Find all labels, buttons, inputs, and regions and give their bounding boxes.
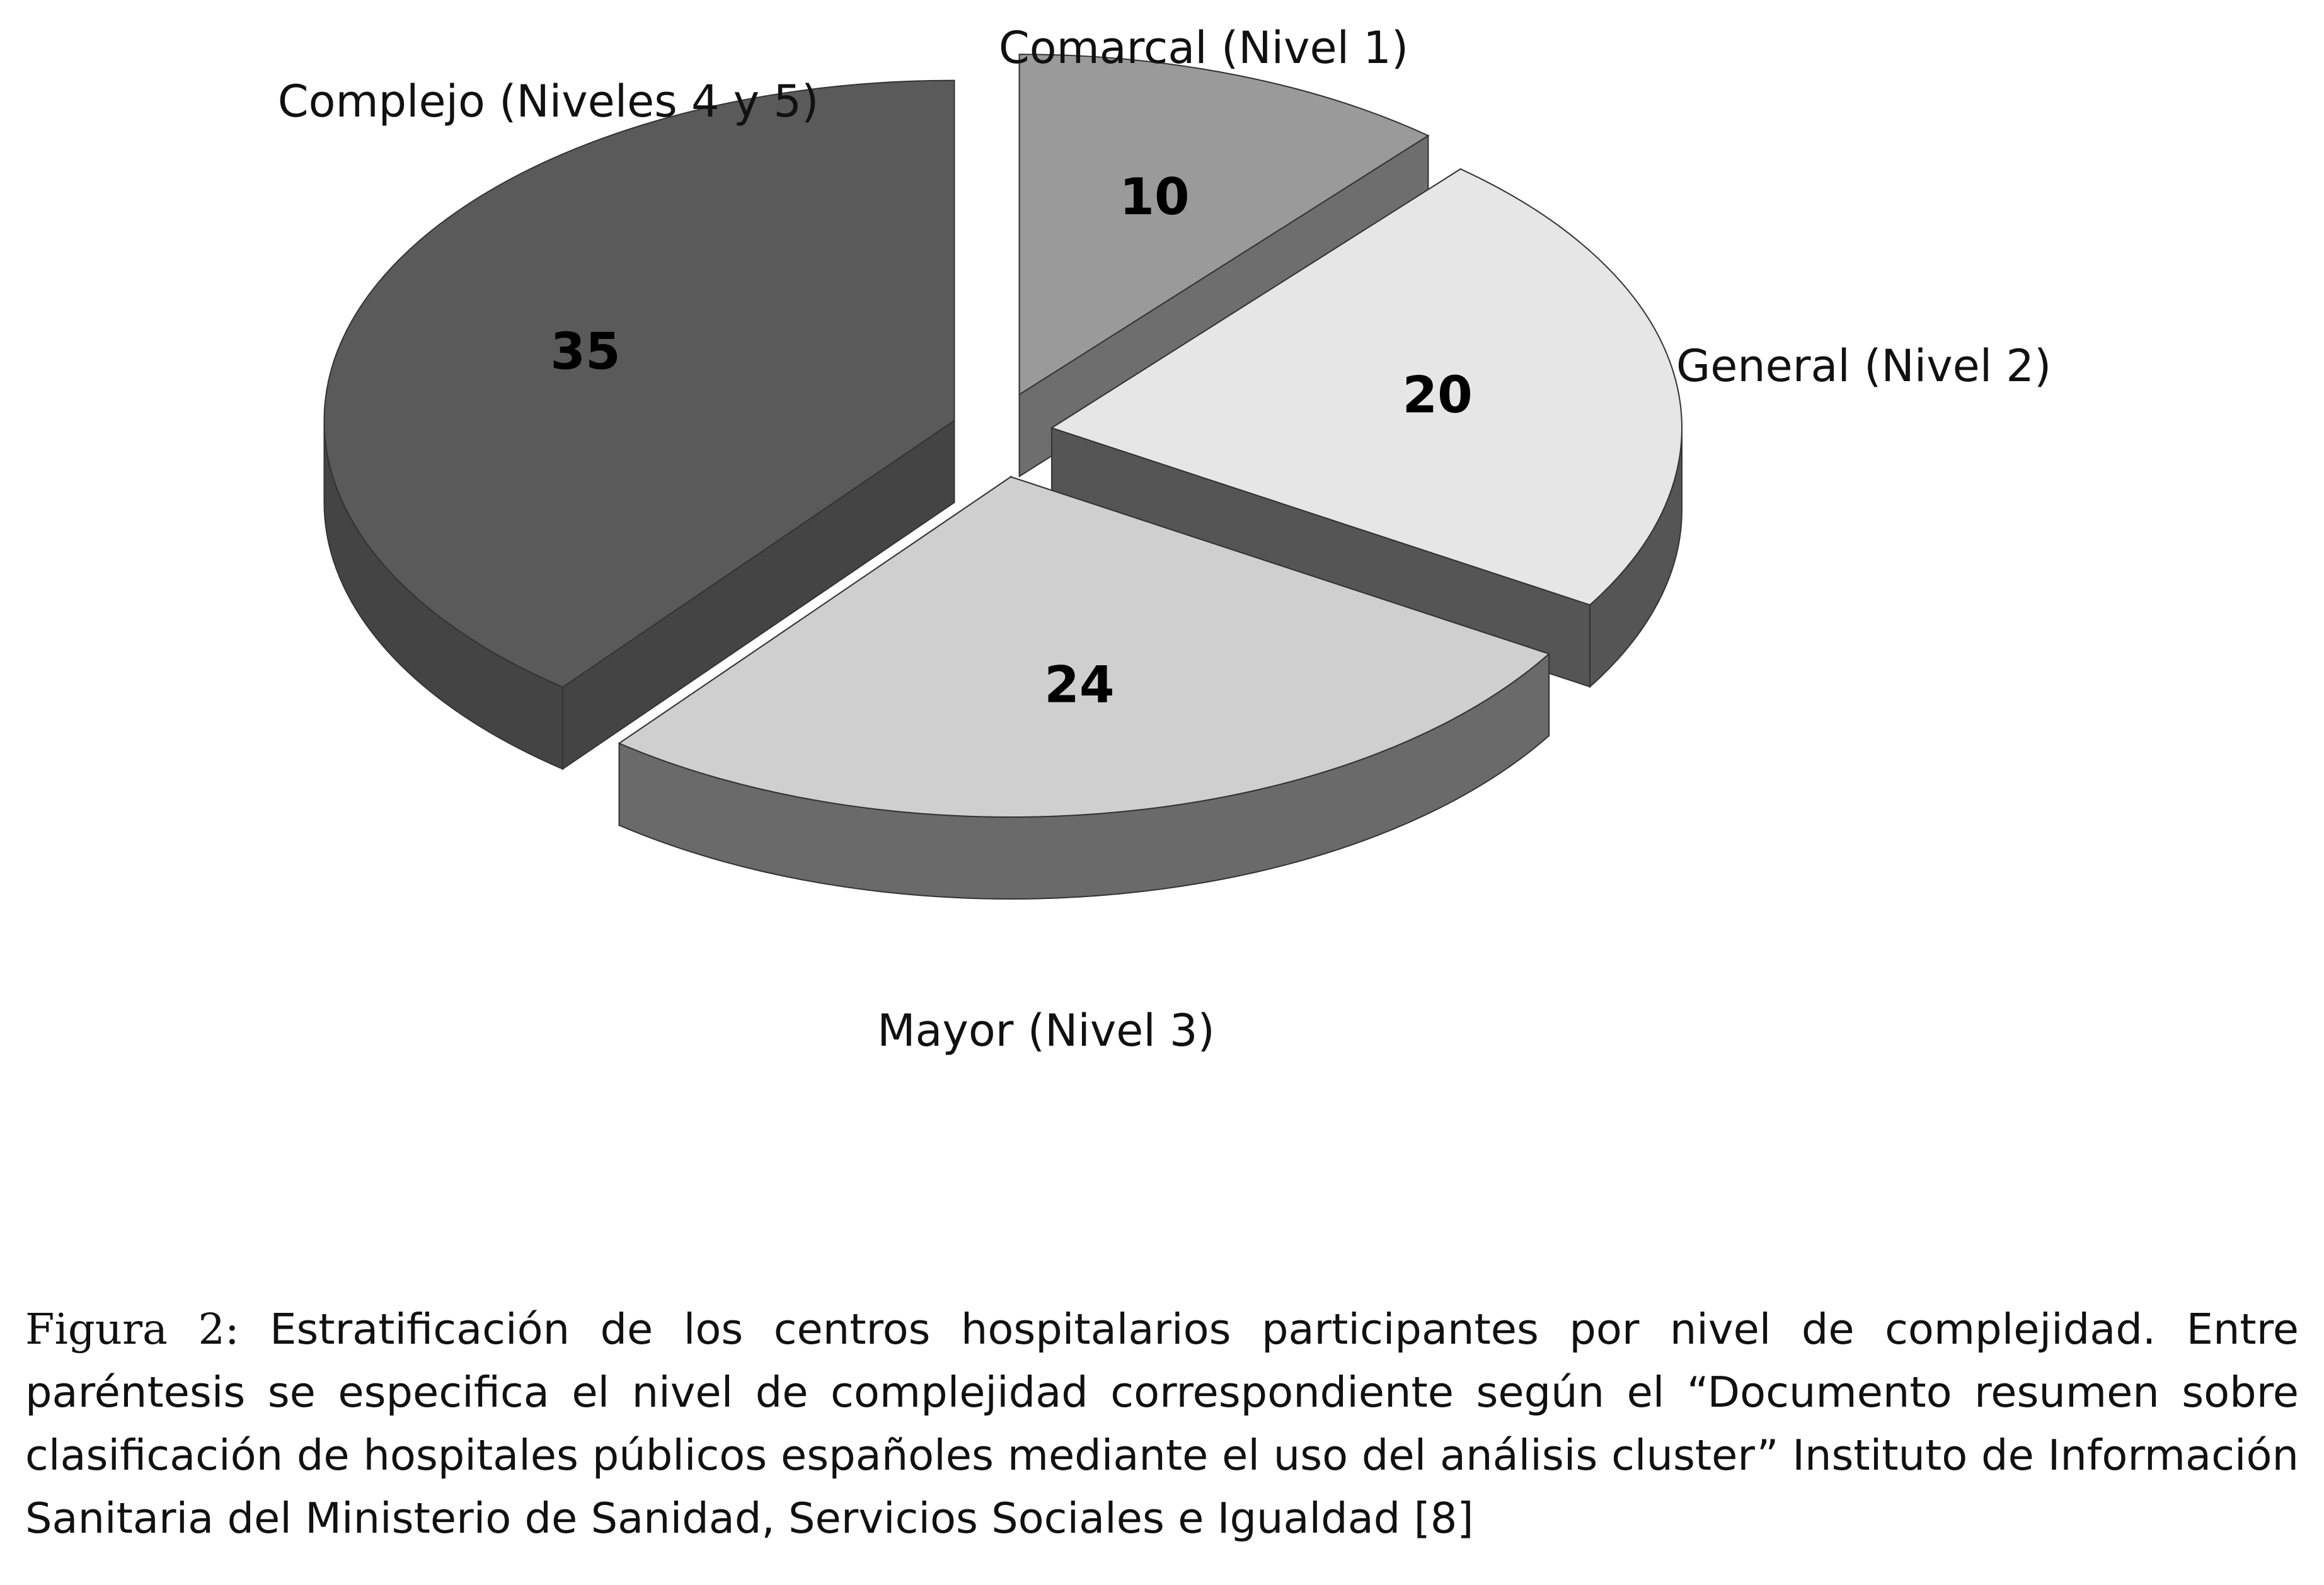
- value-label: 24: [1044, 655, 1115, 714]
- pie-slices: [324, 54, 1682, 899]
- category-label: Complejo (Niveles 4 y 5): [277, 76, 819, 127]
- category-label: Comarcal (Nivel 1): [998, 22, 1409, 74]
- value-label: 35: [550, 322, 621, 381]
- caption-text: Estratificación de los centros hospitalarios participantes por nivel de complejidad. Entre paréntesis se especifica el nivel de complejidad correspondiente según el “Documento resumen sobre clasificación de hospitales públicos españoles mediante el uso del análisis cluster” Instituto de Información Sanitaria del Ministerio de Sanidad, Servicios Sociales e Igualdad [8]: [25, 1305, 2299, 1543]
- figure-caption: [25, 1298, 2299, 1550]
- caption-prefix: Figura 2:: [25, 1305, 239, 1354]
- category-label: Mayor (Nivel 3): [877, 1005, 1215, 1056]
- value-label: 10: [1119, 168, 1190, 227]
- category-label: General (Nivel 2): [1676, 340, 2052, 392]
- value-label: 20: [1402, 365, 1473, 425]
